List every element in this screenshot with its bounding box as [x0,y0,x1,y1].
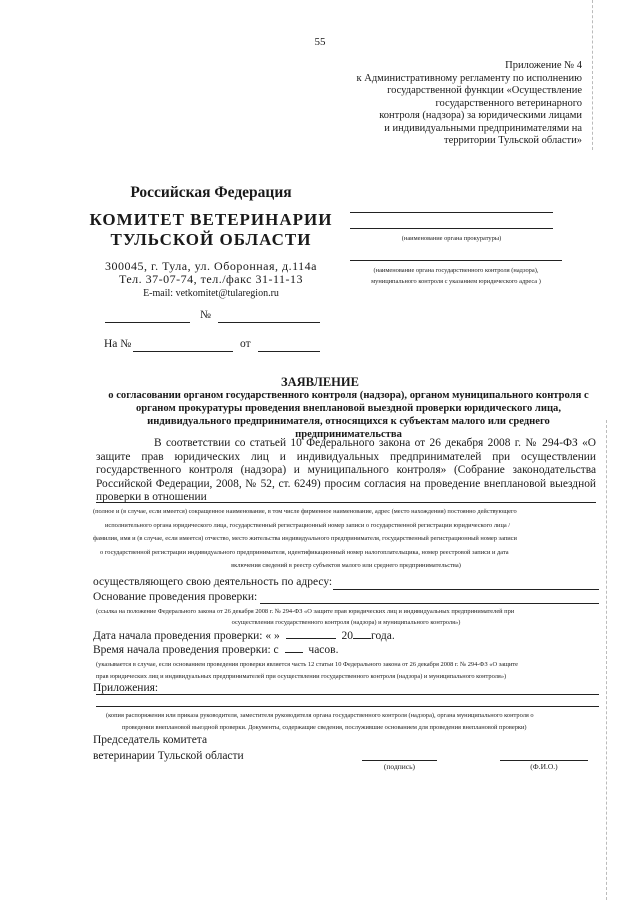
entity-note-4: о государственной регистрации индивидуального предпринимателя, идентификационный номер налогоплательщика, номер реестровой записи и дата [100,549,509,556]
control-line [350,260,562,261]
attachments-note-2: проведении внеплановой выездной проверки. Документы, содержащие сведения, послужившие основанием для проведения внеплановой проверки) [122,724,527,731]
signer-position-2: ветеринарии Тульской области [93,750,244,762]
control-hint-1: (наименование органа государственного контроля (надзора), [373,267,539,274]
scan-edge-mark [606,420,607,900]
signature-line[interactable] [362,760,437,761]
time-note-2: прав юридических лиц и индивидуальных предпринимателей при осуществлении государственного контроля (надзора) и муниципального контроля») [96,673,507,680]
start-time-label [93,644,338,656]
start-date-label [93,630,395,642]
start-date-suffix: года. [371,630,395,642]
start-time-prefix: Время начала проведения проверки: с [93,644,279,656]
outgoing-number-sign: № [200,309,211,321]
entity-line [96,502,596,503]
incoming-number-line [133,351,233,352]
attachments-line-2 [96,706,599,707]
attachments-note-1: (копия распоряжения или приказа руководителя, заместителя руководителя органа государственного контроля (надзора), органа муниципального контроля о [106,712,534,719]
incoming-date-line [258,351,320,352]
country-name: Российская Федерация [130,184,292,201]
prosecutor-hint: (наименование органа прокуратуры) [401,235,502,242]
entity-note-5: включения сведений в реестр субъектов малого или среднего предпринимательства) [231,562,461,569]
incoming-number-label: На № [104,338,132,350]
basis-line [260,603,599,604]
start-date-century: 20 [341,630,354,642]
prosecutor-line-2 [350,228,553,229]
scan-edge-mark [592,0,593,150]
statement-body: В соответствии со статьей 10 Федерального закона от 26 декабря 2008 г. № 294-ФЗ «О защите прав юридических лиц и индивидуальных предпринимателей при осуществлении государственного контроля (надзора) и муниципального контроля» (Собрание законодательства Российской Федерации, 2008, № 52, ст. 6249) просим согласия на проведение внеплановой выездной проверки в отношении [96,437,596,504]
activity-address-label: осуществляющего свою деятельность по адресу: [93,576,333,588]
activity-address-line [333,589,599,590]
start-date-quote: » [274,630,280,642]
basis-note-1: (ссылка на положение Федерального закона от 26 декабря 2008 г. № 294-ФЗ «О защите прав юридических лиц и индивидуальных предпринимателей при [96,608,515,615]
start-date-day-field[interactable] [286,638,336,639]
committee-name: КОМИТЕТ ВЕТЕРИНАРИИ ТУЛЬСКОЙ ОБЛАСТИ [89,210,333,249]
time-note-1: (указывается в случае, если основанием проведения проверки является часть 12 статьи 10 Федерального закона от 26 декабря 2008 г. № 294-ФЗ «О защите [96,661,519,668]
attachments-label: Приложения: [93,682,159,694]
statement-subtitle: о согласовании органом государственного контроля (надзора), органом муниципального контроля с органом прокуратуры проведения внеплановой выездной проверки юридического лица, индивидуального предпринимателя, относящихся к субъектам малого или среднего предпринимательства [108,390,589,440]
start-time-suffix: часов. [308,644,339,656]
entity-note-1: (полное и (в случае, если имеется) сокращенное наименование, в том числе фирменное наименование, адрес (место нахождения) постоянно действующего [93,508,517,515]
name-line[interactable] [500,760,588,761]
incoming-date-label: от [240,338,251,350]
entity-note-2: исполнительного органа юридического лица, государственный регистрационный номер записи о государственной регистрации юридического лица / [105,522,511,529]
entity-note-3: фамилия, имя и (в случае, если имеется) отчество, место жительства индивидуального предпринимателя, государственный регистрационный номер записи [93,535,517,542]
outgoing-date-line [105,322,190,323]
outgoing-number-line [218,322,320,323]
basis-label: Основание проведения проверки: [93,591,258,603]
attachments-line [96,694,599,695]
start-date-year-field[interactable] [353,638,371,639]
start-date-prefix: Дата начала проведения проверки: « [93,630,272,642]
page-number: 55 [314,36,326,48]
appendix-note: Приложение № 4 к Административному регламенту по исполнению государственной функции «Осуществление государственного ветеринарного контроля (надзора) за юридическими лицами и индивидуальными предпринимателями на территории Тульской области» [356,60,582,146]
name-hint: (Ф.И.О.) [530,762,558,771]
committee-address: 300045, г. Тула, ул. Оборонная, д.114а Тел. 37-07-74, тел./факс 31-11-13 [105,259,317,286]
start-time-field[interactable] [285,652,303,653]
basis-note-2: осуществлении государственного контроля (надзора) и муниципального контроля») [231,619,461,626]
signature-hint: (подпись) [383,762,416,771]
prosecutor-line [350,212,553,213]
control-hint-2: муниципального контроля с указанием юридического адреса ) [371,278,541,285]
statement-title: ЗАЯВЛЕНИЕ [281,375,359,389]
committee-email: E-mail: vetkomitet@tularegion.ru [143,288,279,299]
signer-position-1: Председатель комитета [93,734,208,746]
